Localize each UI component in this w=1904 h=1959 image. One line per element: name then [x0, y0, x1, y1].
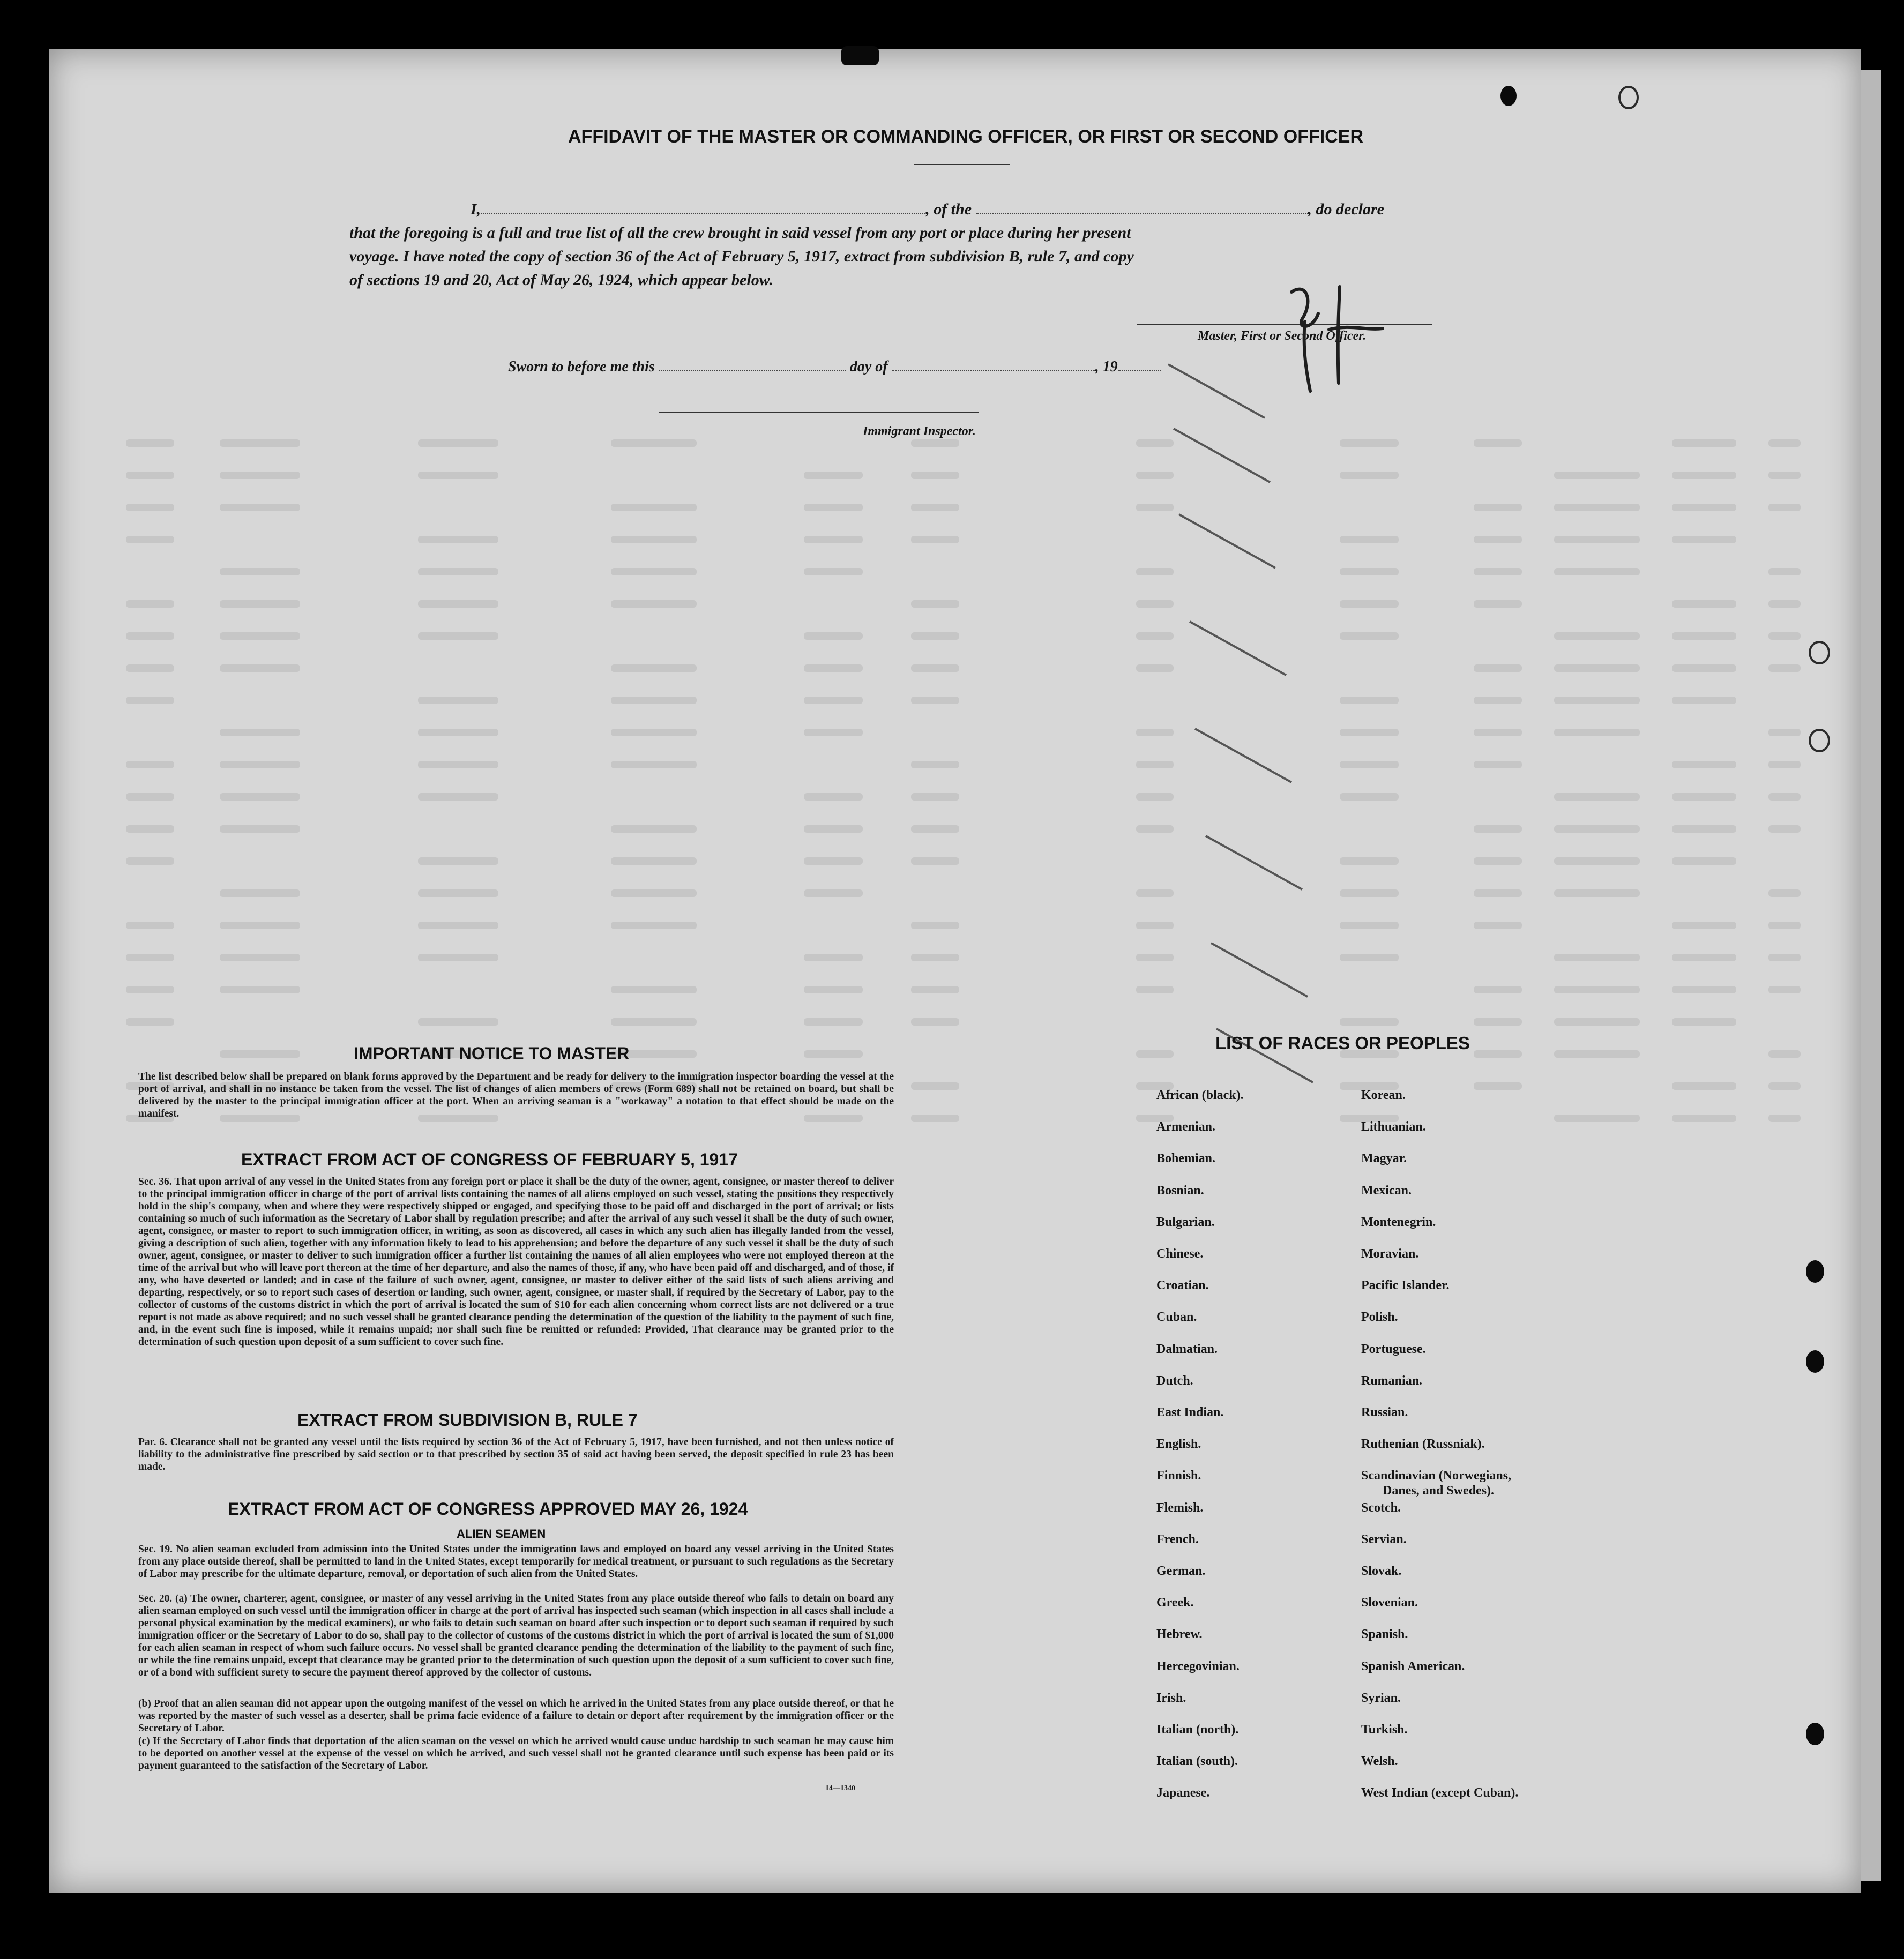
bleed-through-mark — [1474, 922, 1522, 929]
bleed-through-mark — [1474, 697, 1522, 704]
bleed-through-mark — [611, 697, 697, 704]
race-item: Bohemian. — [1156, 1152, 1216, 1165]
race-item: Syrian. — [1361, 1691, 1401, 1705]
bleed-through-mark — [418, 568, 498, 575]
bleed-through-mark — [1768, 729, 1801, 736]
bleed-through-mark — [1672, 664, 1736, 672]
bleed-through-mark — [126, 439, 174, 447]
form-number: 14—1340 — [825, 1784, 855, 1792]
bleed-through-mark — [126, 632, 174, 640]
section-20b-text: (b) Proof that an alien seaman did not appear upon the outgoing manifest of the vessel on which he arrived in the United States from any place outside thereof, or that he was reported by the master of such vessel as a deserter, shall be prima facie evidence of a failure to detain or deport after requirement by the immigration officer or the Secretary of Labor. — [138, 1698, 894, 1734]
bleed-through-mark — [1672, 632, 1736, 640]
bleed-through-mark — [1768, 472, 1801, 479]
bleed-through-mark — [1554, 889, 1640, 897]
bleed-through-mark — [1474, 761, 1522, 768]
bleed-through-mark — [1554, 825, 1640, 833]
bleed-through-mark — [911, 825, 959, 833]
bleed-through-mark — [126, 825, 174, 833]
affidavit-text-line: voyage. I have noted the copy of section 36 of the Act of February 5, 1917, extract from subdivision B, rule 7, and copy — [349, 248, 1134, 265]
race-item: Ruthenian (Russniak). — [1361, 1437, 1485, 1451]
bleed-through-mark — [126, 697, 174, 704]
bleed-through-mark — [1672, 1082, 1736, 1090]
affidavit-declaration-line — [471, 197, 1384, 222]
extract-rule7-title: EXTRACT FROM SUBDIVISION B, RULE 7 — [297, 1410, 638, 1430]
bleed-through-mark — [1554, 729, 1640, 736]
bleed-through-mark — [220, 600, 300, 608]
race-item: Slovak. — [1361, 1564, 1402, 1578]
notice-title: IMPORTANT NOTICE TO MASTER — [354, 1044, 630, 1063]
bleed-through-mark — [418, 922, 498, 929]
declarant-prefix: I, — [471, 200, 481, 218]
race-item: Irish. — [1156, 1691, 1186, 1705]
bleed-through-mark — [1474, 889, 1522, 897]
sworn-prefix: Sworn to before me this — [508, 358, 655, 375]
declarant-name-field[interactable] — [481, 203, 925, 214]
bleed-through-mark — [611, 439, 697, 447]
bleed-through-mark — [611, 1018, 697, 1026]
section-20a-text: Sec. 20. (a) The owner, charterer, agent, consignee, or master of any vessel arriving in the United States from any place outside thereof who fails to detain on board any alien seaman employed on such vessel until the immigration officer in charge at the port of arrival has inspected such seaman (which inspection in all cases shall include a personal physical examination by the medical examiners), or who fails to detain such seaman on board after such inspection or to deport such seaman if required by such immigration officer or the Secretary of Labor to do so, shall pay to the collector of customs of the customs district in which the port of arrival is located the sum of $1,000 for each alien seaman in respect of whom such failure occurs. No vessel shall be granted clearance pending the determination of the liability to the payment of such fine, or while the fine remains unpaid, except that clearance may be granted prior to the determination of such question upon the deposit of a sum sufficient to cover such fine, or of a bond with sufficient surety to secure the payment thereof approved by the collector of customs. — [138, 1593, 894, 1678]
bleed-through-mark — [126, 922, 174, 929]
race-item: Italian (south). — [1156, 1754, 1238, 1768]
race-item: Rumanian. — [1361, 1374, 1423, 1388]
affidavit-title: AFFIDAVIT OF THE MASTER OR COMMANDING OFFICER, OR FIRST OR SECOND OFFICER — [568, 126, 1363, 147]
bleed-through-mark — [1554, 1050, 1640, 1058]
bleed-through-mark — [1672, 825, 1736, 833]
bleed-through-mark — [126, 1018, 174, 1026]
bleed-through-mark — [220, 954, 300, 961]
bleed-through-mark — [126, 954, 174, 961]
bleed-through-mark — [1474, 1082, 1522, 1090]
race-item: Armenian. — [1156, 1120, 1215, 1134]
bleed-through-mark — [126, 793, 174, 801]
bleed-through-mark — [1474, 600, 1522, 608]
bleed-through-mark — [126, 986, 174, 993]
bleed-through-mark — [220, 1050, 300, 1058]
bleed-through-mark — [911, 600, 959, 608]
race-item: Spanish American. — [1361, 1659, 1465, 1673]
vessel-name-field[interactable] — [976, 203, 1308, 214]
bleed-through-mark — [220, 761, 300, 768]
bleed-through-mark — [418, 793, 498, 801]
race-item: Bosnian. — [1156, 1184, 1204, 1198]
inspector-label: Immigrant Inspector. — [863, 424, 976, 438]
extract-rule7-text: Par. 6. Clearance shall not be granted any vessel until the lists required by section 36 of the Act of February 5, 1917, have been furnished, and not then unless notice of liability to the administrative fine prescribed by said section or to that prescribed by section 35 of said act having been served, the deposit specified in rule 23 has been made. — [138, 1437, 894, 1472]
pencil-check-marks — [1125, 354, 1350, 1104]
bleed-through-mark — [1672, 1115, 1736, 1122]
bleed-through-mark — [1474, 439, 1522, 447]
notice-text: The list described below shall be prepared on blank forms approved by the Department and be ready for delivery to the immigration inspector boarding the vessel at the port of arrival, and shall in no instance be taken from the vessel. The list of changes of alien members of crews (Form 689) shall not be retained on board, but shall be delivered by the master to the principal immigration officer at the port. When an arriving seaman is a "workaway" a notation to that effect should be made on the manifest. — [138, 1071, 894, 1119]
race-item: French. — [1156, 1532, 1199, 1546]
race-item: Portuguese. — [1361, 1342, 1426, 1356]
bleed-through-mark — [126, 536, 174, 543]
bleed-through-mark — [1672, 472, 1736, 479]
bleed-through-mark — [911, 632, 959, 640]
affidavit-text-line: that the foregoing is a full and true list of all the crew brought in said vessel from any port or place during her present — [349, 224, 1131, 242]
race-item: Korean. — [1361, 1088, 1406, 1102]
of-the-label: , of the — [925, 200, 972, 218]
bleed-through-mark — [1672, 536, 1736, 543]
bleed-through-mark — [1554, 954, 1640, 961]
bleed-through-mark — [220, 793, 300, 801]
bleed-through-mark — [1672, 504, 1736, 511]
bleed-through-mark — [911, 536, 959, 543]
bleed-through-mark — [911, 761, 959, 768]
race-item: Croatian. — [1156, 1278, 1209, 1292]
bleed-through-mark — [1474, 986, 1522, 993]
race-item: Flemish. — [1156, 1501, 1204, 1515]
section-20c-text: (c) If the Secretary of Labor finds that deportation of the alien seaman on the vessel on which he arrived would cause undue hardship to such seaman he may cause him to be deported on another vessel at the expense of the vessel on which he arrived, and such vessel shall not be granted clearance until such expense has been paid or its payment guaranteed to the satisfaction of the Secretary of Labor. — [138, 1736, 894, 1771]
bleed-through-mark — [611, 600, 697, 608]
race-item: Italian (north). — [1156, 1723, 1239, 1737]
bleed-through-mark — [804, 954, 863, 961]
bleed-through-mark — [911, 1018, 959, 1026]
bleed-through-mark — [804, 825, 863, 833]
bleed-through-mark — [1554, 632, 1640, 640]
inspector-signature-line — [659, 412, 979, 413]
bleed-through-mark — [911, 1082, 959, 1090]
bleed-through-mark — [126, 761, 174, 768]
bleed-through-mark — [220, 568, 300, 575]
race-item: Spanish. — [1361, 1627, 1408, 1641]
bleed-through-mark — [1672, 922, 1736, 929]
bleed-through-mark — [220, 729, 300, 736]
bleed-through-mark — [1554, 697, 1640, 704]
bleed-through-mark — [804, 793, 863, 801]
bleed-through-mark — [220, 922, 300, 929]
bleed-through-mark — [611, 889, 697, 897]
sworn-month-field[interactable] — [892, 360, 1095, 371]
bleed-through-mark — [611, 568, 697, 575]
bleed-through-mark — [220, 504, 300, 511]
bleed-through-mark — [804, 568, 863, 575]
bleed-through-mark — [1474, 1018, 1522, 1026]
bleed-through-mark — [1768, 1050, 1801, 1058]
bleed-through-mark — [418, 729, 498, 736]
bleed-through-mark — [1768, 1082, 1801, 1090]
bleed-through-mark — [418, 697, 498, 704]
bleed-through-mark — [804, 697, 863, 704]
bleed-through-mark — [1768, 664, 1801, 672]
bleed-through-mark — [911, 664, 959, 672]
race-item: Montenegrin. — [1361, 1215, 1436, 1229]
race-item: Dalmatian. — [1156, 1342, 1218, 1356]
bleed-through-mark — [1554, 504, 1640, 511]
do-declare-label: , do declare — [1308, 200, 1384, 218]
race-item: Bulgarian. — [1156, 1215, 1215, 1229]
bleed-through-mark — [418, 600, 498, 608]
bleed-through-mark — [1554, 1115, 1640, 1122]
punch-hole — [1500, 86, 1517, 106]
races-title: LIST OF RACES OR PEOPLES — [1215, 1033, 1470, 1053]
bleed-through-mark — [126, 600, 174, 608]
extract-1917-title: EXTRACT FROM ACT OF CONGRESS OF FEBRUARY 5, 1917 — [241, 1150, 738, 1169]
bleed-through-mark — [126, 664, 174, 672]
affidavit-text-line: of sections 19 and 20, Act of May 26, 1924, which appear below. — [349, 271, 774, 289]
bleed-through-mark — [611, 536, 697, 543]
clip-mark — [841, 46, 879, 65]
bleed-through-mark — [1768, 504, 1801, 511]
race-item: East Indian. — [1156, 1405, 1224, 1419]
bleed-through-mark — [804, 536, 863, 543]
bleed-through-mark — [911, 472, 959, 479]
bleed-through-mark — [1768, 632, 1801, 640]
bleed-through-mark — [418, 1018, 498, 1026]
race-item: Scotch. — [1361, 1501, 1401, 1515]
bleed-through-mark — [418, 889, 498, 897]
punch-hole — [1806, 1260, 1824, 1283]
alien-seamen-subtitle: ALIEN SEAMEN — [457, 1527, 546, 1541]
bleed-through-mark — [1474, 825, 1522, 833]
bleed-through-mark — [220, 986, 300, 993]
race-item: Hercegovinian. — [1156, 1659, 1240, 1673]
underlying-sheet-edge — [1861, 70, 1881, 1881]
race-item: English. — [1156, 1437, 1201, 1451]
bleed-through-mark — [1768, 1115, 1801, 1122]
punch-hole — [1809, 641, 1830, 664]
bleed-through-mark — [1672, 793, 1736, 801]
bleed-through-mark — [220, 825, 300, 833]
bleed-through-mark — [804, 632, 863, 640]
bleed-through-mark — [1672, 986, 1736, 993]
bleed-through-mark — [418, 536, 498, 543]
punch-hole — [1809, 729, 1830, 752]
race-item: Welsh. — [1361, 1754, 1398, 1768]
bleed-through-mark — [611, 664, 697, 672]
bleed-through-mark — [911, 857, 959, 865]
bleed-through-mark — [804, 857, 863, 865]
bleed-through-mark — [1474, 729, 1522, 736]
bleed-through-mark — [911, 504, 959, 511]
bleed-through-mark — [220, 889, 300, 897]
race-item: German. — [1156, 1564, 1206, 1578]
race-item-continuation: Danes, and Swedes). — [1383, 1484, 1495, 1498]
bleed-through-mark — [611, 922, 697, 929]
bleed-through-mark — [1672, 600, 1736, 608]
race-item: Lithuanian. — [1361, 1120, 1426, 1134]
bleed-through-mark — [1554, 793, 1640, 801]
race-item: Turkish. — [1361, 1723, 1408, 1737]
bleed-through-mark — [804, 1050, 863, 1058]
bleed-through-mark — [804, 729, 863, 736]
bleed-through-mark — [1474, 536, 1522, 543]
race-item: Moravian. — [1361, 1247, 1419, 1261]
bleed-through-mark — [911, 922, 959, 929]
bleed-through-mark — [126, 857, 174, 865]
bleed-through-mark — [911, 697, 959, 704]
bleed-through-mark — [804, 986, 863, 993]
bleed-through-mark — [220, 472, 300, 479]
punch-hole — [1806, 1350, 1824, 1373]
bleed-through-mark — [418, 954, 498, 961]
bleed-through-mark — [418, 439, 498, 447]
bleed-through-mark — [1768, 825, 1801, 833]
race-item: Dutch. — [1156, 1374, 1193, 1388]
bleed-through-mark — [611, 729, 697, 736]
race-item: African (black). — [1156, 1088, 1244, 1102]
extract-1924-title: EXTRACT FROM ACT OF CONGRESS APPROVED MAY 26, 1924 — [228, 1499, 748, 1519]
bleed-through-mark — [1672, 439, 1736, 447]
sworn-day-field[interactable] — [659, 360, 846, 371]
bleed-through-mark — [220, 664, 300, 672]
bleed-through-mark — [1554, 1018, 1640, 1026]
bleed-through-mark — [1672, 697, 1736, 704]
bleed-through-mark — [611, 504, 697, 511]
bleed-through-mark — [911, 793, 959, 801]
bleed-through-mark — [804, 1018, 863, 1026]
punch-hole — [1806, 1723, 1824, 1745]
bleed-through-mark — [1768, 600, 1801, 608]
race-item: Pacific Islander. — [1361, 1278, 1450, 1292]
bleed-through-mark — [418, 857, 498, 865]
race-item: Finnish. — [1156, 1469, 1201, 1483]
race-item: Mexican. — [1361, 1184, 1412, 1198]
race-item: Greek. — [1156, 1596, 1194, 1610]
bleed-through-mark — [1554, 568, 1640, 575]
bleed-through-mark — [1474, 857, 1522, 865]
title-rule — [914, 164, 1010, 165]
bleed-through-mark — [1672, 1018, 1736, 1026]
bleed-through-mark — [1672, 857, 1736, 865]
bleed-through-mark — [1768, 761, 1801, 768]
race-item: Servian. — [1361, 1532, 1407, 1546]
race-item: West Indian (except Cuban). — [1361, 1786, 1519, 1800]
bleed-through-mark — [1474, 568, 1522, 575]
year-label: , 19 — [1095, 358, 1118, 375]
bleed-through-mark — [1768, 986, 1801, 993]
bleed-through-mark — [220, 439, 300, 447]
bleed-through-mark — [418, 761, 498, 768]
bleed-through-mark — [804, 472, 863, 479]
race-item: Russian. — [1361, 1405, 1408, 1419]
race-item: Magyar. — [1361, 1152, 1407, 1165]
bleed-through-mark — [418, 472, 498, 479]
section-19-text: Sec. 19. No alien seaman excluded from admission into the United States under the immigration laws and employed on board any vessel arriving in the United States from any place outside thereof, shall be permitted to land in the United States, except temporarily for medical treatment, or pursuant to such regulations as the Secretary of Labor may prescribe for the ultimate departure, removal, or deportation of such alien from the United States. — [138, 1544, 894, 1580]
bleed-through-mark — [1672, 954, 1736, 961]
bleed-through-mark — [220, 632, 300, 640]
bleed-through-mark — [911, 986, 959, 993]
bleed-through-mark — [1768, 568, 1801, 575]
bleed-through-mark — [611, 857, 697, 865]
bleed-through-mark — [1672, 761, 1736, 768]
bleed-through-mark — [911, 439, 959, 447]
bleed-through-mark — [804, 664, 863, 672]
bleed-through-mark — [1474, 504, 1522, 511]
bleed-through-mark — [418, 632, 498, 640]
race-item: Japanese. — [1156, 1786, 1210, 1800]
bleed-through-mark — [1768, 954, 1801, 961]
bleed-through-mark — [1554, 857, 1640, 865]
bleed-through-mark — [911, 1115, 959, 1122]
bleed-through-mark — [1768, 439, 1801, 447]
extract-1917-text: Sec. 36. That upon arrival of any vessel in the United States from any foreign port or place it shall be the duty of the owner, agent, consignee, or master thereof to deliver to the principal immigration officer in charge of the port of arrival lists containing the names of all aliens employed on such vessel, stating the positions they respectively hold in the ship's company, when and where they were respectively shipped or engaged, and specifying those to be paid off and discharged in the port of arrival; or lists containing so much of such information as the Secretary of Labor shall by regulation prescribe; and after the arrival of any such vessel it shall be the duty of such owner, agent, consignee, or master to report to such immigration officer, in writing, as soon as discovered, all cases in which any such alien has illegally landed from the vessel, giving a description of such alien, together with any information likely to lead to his apprehension; and before the departure of any such vessel it shall be the duty of such owner, agent, consignee, or master to deliver to such immigration officer a further list containing the names of all alien employees who were not employed thereon at the time of the arrival but who will leave port thereon at the time of her departure, and also the names of those, if any, who have been paid off and discharged, and of those, if any, who have deserted or landed; and in case of the failure of such owner, agent, consignee, or master to deliver either of the said lists of such aliens arriving and departing, respectively, or so to report such cases of desertion or landing, such owner, agent, consignee, or master shall, if required by the Secretary of Labor, pay to the collector of customs of the customs district in which the port of arrival is located the sum of $10 for each alien concerning whom correct lists are not delivered or a true report is not made as above required; and no such vessel shall be granted clearance pending the determination of the question of the liability to the payment of such fine, and, in the event such fine is imposed, while it remains unpaid; nor shall such fine be remitted or refunded: Provided, That clearance may be granted prior to the determination of such question upon deposit of a sum sufficient to cover such fine. — [138, 1176, 894, 1348]
race-item: Chinese. — [1156, 1247, 1204, 1261]
day-of-label: day of — [849, 358, 888, 375]
bleed-through-mark — [1554, 536, 1640, 543]
bleed-through-mark — [1554, 986, 1640, 993]
bleed-through-mark — [1474, 664, 1522, 672]
bleed-through-mark — [804, 504, 863, 511]
bleed-through-mark — [1768, 793, 1801, 801]
bleed-through-mark — [126, 472, 174, 479]
bleed-through-mark — [911, 954, 959, 961]
bleed-through-mark — [611, 986, 697, 993]
race-item: Cuban. — [1156, 1310, 1197, 1324]
bleed-through-mark — [611, 825, 697, 833]
race-item: Scandinavian (Norwegians, — [1361, 1469, 1512, 1483]
punch-hole — [1618, 86, 1639, 109]
bleed-through-mark — [1768, 922, 1801, 929]
bleed-through-mark — [611, 761, 697, 768]
signature-label: Master, First or Second Officer. — [1198, 329, 1367, 343]
bleed-through-mark — [1474, 1050, 1522, 1058]
bleed-through-mark — [804, 889, 863, 897]
bleed-through-mark — [126, 504, 174, 511]
bleed-through-mark — [1554, 664, 1640, 672]
race-item: Hebrew. — [1156, 1627, 1203, 1641]
race-item: Polish. — [1361, 1310, 1398, 1324]
bleed-through-mark — [1768, 889, 1801, 897]
bleed-through-mark — [1554, 472, 1640, 479]
sworn-statement — [508, 355, 1161, 379]
race-item: Slovenian. — [1361, 1596, 1418, 1610]
